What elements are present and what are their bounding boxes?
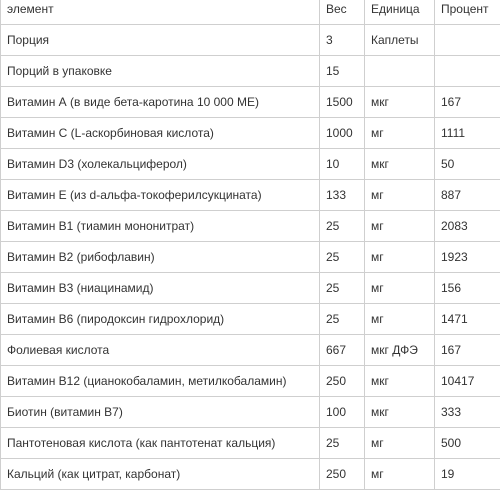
column-header-unit: Единица bbox=[365, 0, 435, 25]
table-row bbox=[1, 273, 500, 304]
cell-weight: 25 bbox=[320, 242, 365, 273]
cell-element: Фолиевая кислота bbox=[1, 335, 320, 366]
cell-element: Кальций (как цитрат, карбонат) bbox=[1, 459, 320, 490]
cell-unit: мг bbox=[365, 242, 435, 273]
cell-percent: 167 bbox=[435, 335, 500, 366]
cell-weight: 667 bbox=[320, 335, 365, 366]
cell-weight: 25 bbox=[320, 428, 365, 459]
table-header-row bbox=[1, 0, 500, 25]
cell-percent: 500 bbox=[435, 428, 500, 459]
column-header-weight: Вес bbox=[320, 0, 365, 25]
cell-unit: мг bbox=[365, 273, 435, 304]
cell-unit: мкг ДФЭ bbox=[365, 335, 435, 366]
cell-unit: мкг bbox=[365, 397, 435, 428]
cell-percent bbox=[435, 56, 500, 87]
cell-unit: мкг bbox=[365, 87, 435, 118]
table-row bbox=[1, 149, 500, 180]
table-row bbox=[1, 397, 500, 428]
cell-element: Витамин Е (из d-альфа-токоферилсукцината) bbox=[1, 180, 320, 211]
table-row bbox=[1, 25, 500, 56]
table-row bbox=[1, 56, 500, 87]
table-row bbox=[1, 180, 500, 211]
cell-element: Порция bbox=[1, 25, 320, 56]
cell-weight: 25 bbox=[320, 211, 365, 242]
cell-percent: 167 bbox=[435, 87, 500, 118]
cell-element: Пантотеновая кислота (как пантотенат кальция) bbox=[1, 428, 320, 459]
cell-element: Витамин В2 (рибофлавин) bbox=[1, 242, 320, 273]
cell-percent: 1923 bbox=[435, 242, 500, 273]
cell-unit: мг bbox=[365, 211, 435, 242]
cell-unit: мг bbox=[365, 304, 435, 335]
table-body bbox=[1, 25, 500, 490]
cell-weight: 25 bbox=[320, 273, 365, 304]
cell-percent: 333 bbox=[435, 397, 500, 428]
cell-unit bbox=[365, 56, 435, 87]
cell-weight: 100 bbox=[320, 397, 365, 428]
cell-unit: мг bbox=[365, 459, 435, 490]
cell-weight: 1500 bbox=[320, 87, 365, 118]
cell-weight: 250 bbox=[320, 366, 365, 397]
table-row bbox=[1, 366, 500, 397]
cell-percent: 1111 bbox=[435, 118, 500, 149]
cell-unit: мкг bbox=[365, 149, 435, 180]
cell-percent: 10417 bbox=[435, 366, 500, 397]
table-row bbox=[1, 87, 500, 118]
cell-percent: 156 bbox=[435, 273, 500, 304]
cell-unit: Каплеты bbox=[365, 25, 435, 56]
table-row bbox=[1, 335, 500, 366]
cell-percent: 1471 bbox=[435, 304, 500, 335]
table-row bbox=[1, 428, 500, 459]
cell-element: Витамин В12 (цианокобаламин, метилкобаламин) bbox=[1, 366, 320, 397]
cell-percent bbox=[435, 25, 500, 56]
cell-element: Витамин C (L-аскорбиновая кислота) bbox=[1, 118, 320, 149]
table-row bbox=[1, 118, 500, 149]
table-row bbox=[1, 242, 500, 273]
cell-unit: мкг bbox=[365, 366, 435, 397]
cell-weight: 1000 bbox=[320, 118, 365, 149]
cell-element: Порций в упаковке bbox=[1, 56, 320, 87]
cell-element: Витамин B1 (тиамин мононитрат) bbox=[1, 211, 320, 242]
cell-unit: мг bbox=[365, 118, 435, 149]
cell-weight: 250 bbox=[320, 459, 365, 490]
cell-weight: 133 bbox=[320, 180, 365, 211]
cell-element: Витамин В3 (ниацинамид) bbox=[1, 273, 320, 304]
column-header-element: элемент bbox=[1, 0, 320, 25]
cell-element: Витамин В6 (пиродоксин гидрохлорид) bbox=[1, 304, 320, 335]
cell-percent: 50 bbox=[435, 149, 500, 180]
cell-element: Витамин D3 (холекальциферол) bbox=[1, 149, 320, 180]
cell-weight: 3 bbox=[320, 25, 365, 56]
cell-element: Витамин А (в виде бета-каротина 10 000 МЕ) bbox=[1, 87, 320, 118]
cell-percent: 887 bbox=[435, 180, 500, 211]
cell-element: Биотин (витамин В7) bbox=[1, 397, 320, 428]
cell-weight: 25 bbox=[320, 304, 365, 335]
table-row bbox=[1, 459, 500, 490]
cell-percent: 2083 bbox=[435, 211, 500, 242]
table-row bbox=[1, 211, 500, 242]
cell-unit: мг bbox=[365, 428, 435, 459]
table-row bbox=[1, 304, 500, 335]
cell-weight: 15 bbox=[320, 56, 365, 87]
cell-weight: 10 bbox=[320, 149, 365, 180]
cell-percent: 19 bbox=[435, 459, 500, 490]
cell-unit: мг bbox=[365, 180, 435, 211]
column-header-percent: Процент bbox=[435, 0, 500, 25]
